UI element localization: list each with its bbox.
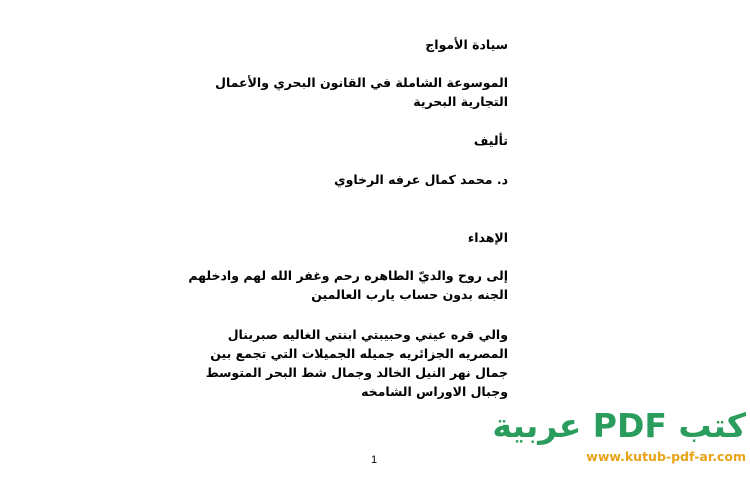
dedication-heading-text: الإهداء — [467, 230, 508, 245]
site-watermark — [492, 404, 746, 466]
page-number: 1 — [370, 454, 378, 466]
paragraph-line: والي قره عيني وحبيبتي ابنتي الغاليه صبرينال — [227, 327, 508, 342]
authored-by-label — [208, 131, 508, 150]
author-name — [208, 170, 508, 189]
authored-by-text: تأليف — [473, 133, 508, 148]
watermark-url: www.kutub-pdf-ar.com — [586, 449, 746, 464]
dedication-paragraph-2 — [205, 325, 508, 401]
paragraph-line: الجنه بدون حساب يارب العالمين — [311, 287, 508, 302]
paragraph-line: المصريه الجزائريه جميله الجميلات التي تجمع بين — [210, 346, 508, 361]
book-title — [208, 35, 508, 54]
paragraph-line: وجبال الاوراس الشامخه — [361, 384, 508, 399]
dedication-heading — [208, 228, 508, 247]
subtitle-line: الموسوعة الشاملة في القانون البحري والأعمال — [215, 75, 508, 90]
book-title-text: سيادة الأمواج — [425, 37, 508, 52]
paragraph-line: جمال نهر النيل الخالد وجمال شط البحر المتوسط — [205, 365, 508, 380]
subtitle-line: التجارية البحرية — [413, 94, 508, 109]
paragraph-line: إلى روح والديّ الطاهره رحم وغفر الله لهم وادخلهم — [188, 268, 508, 283]
watermark-title: كتب PDF عربية — [492, 406, 746, 445]
dedication-paragraph-1 — [188, 266, 508, 304]
author-name-text: د. محمد كمال عرفه الرخاوي — [334, 172, 508, 187]
book-subtitle — [208, 73, 508, 111]
